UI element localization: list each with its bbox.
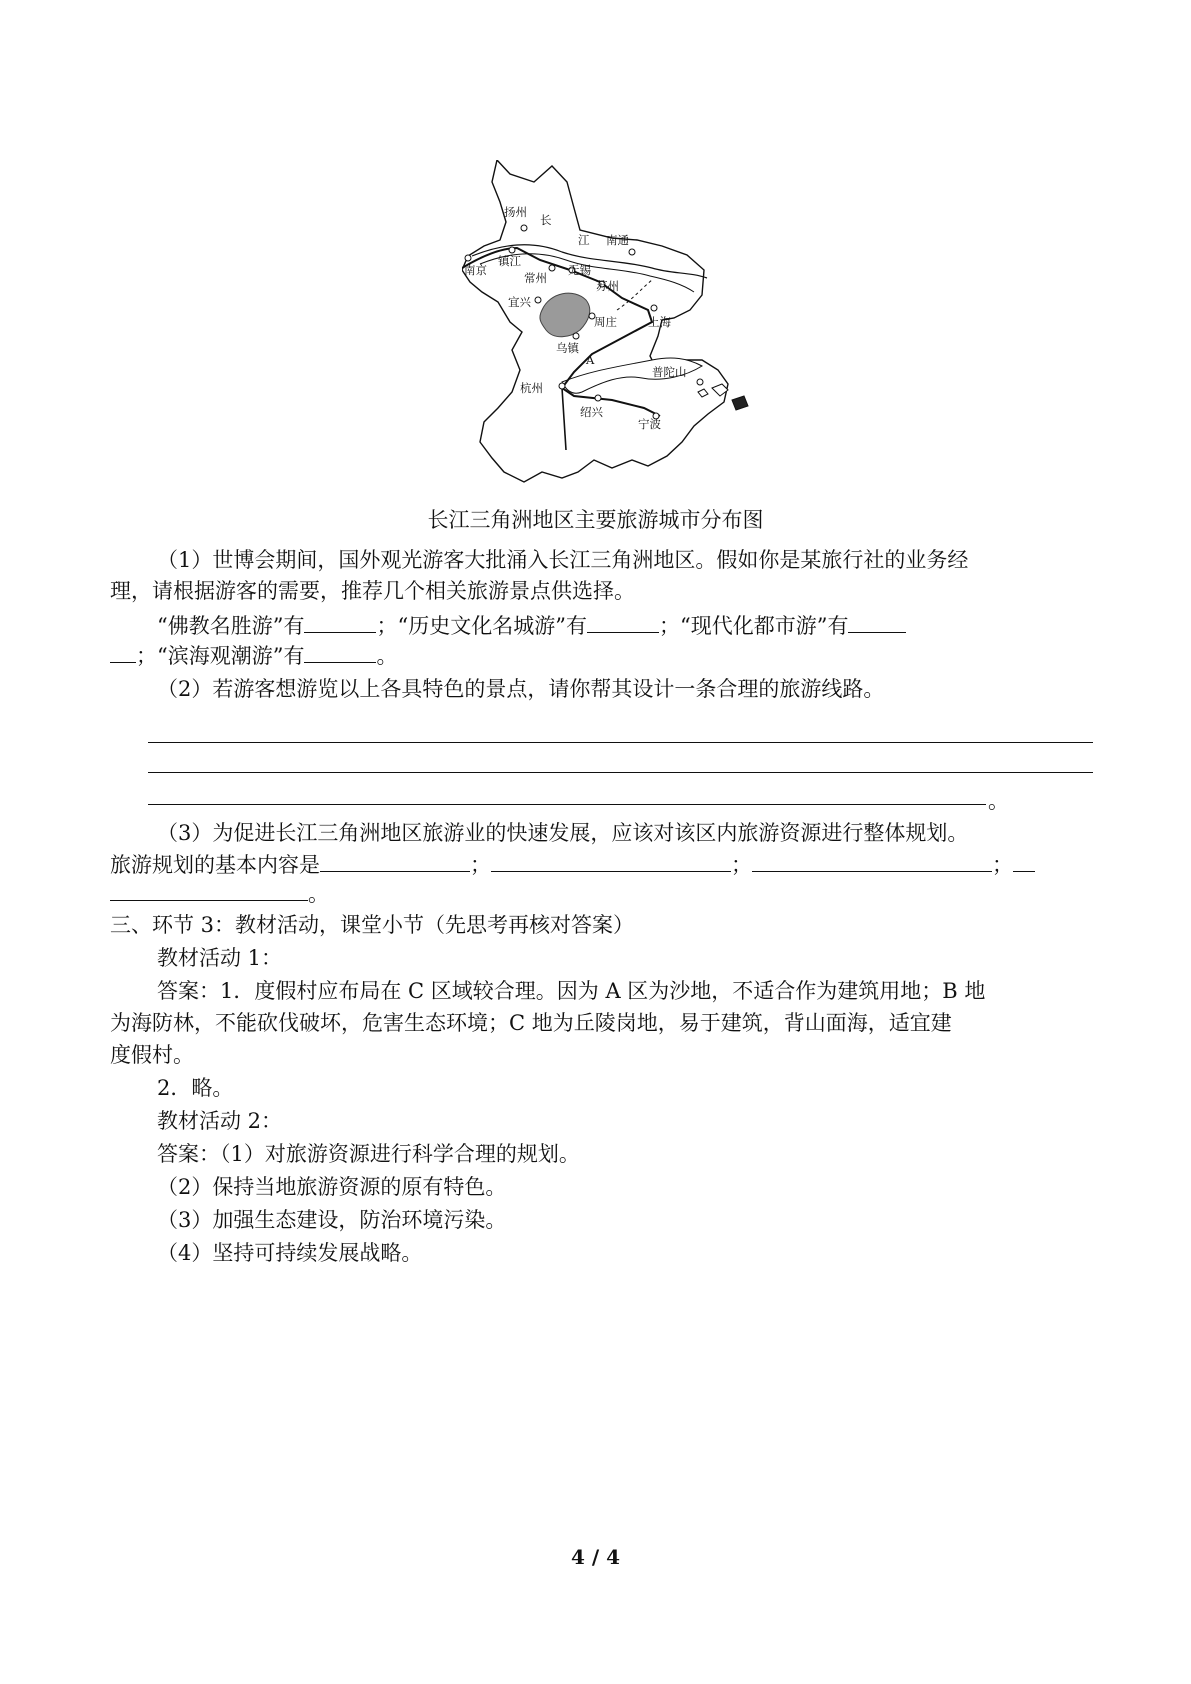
yangtze-delta-map-svg (462, 160, 782, 490)
q3-line-2 (110, 849, 1090, 880)
fill-label-buddhist: “佛教名胜游”有 (157, 614, 305, 638)
city-dot-putuoshan (697, 379, 703, 385)
activity2-answer-2: （2）保持当地旅游资源的原有特色。 (157, 1175, 507, 1199)
blank-buddhist[interactable] (304, 610, 376, 633)
q3-line-3 (110, 878, 1090, 909)
label-changzhou: 常州 (524, 271, 547, 285)
blank-modern-part2[interactable] (110, 640, 136, 663)
q1-line-2-text: 理，请根据游客的需要，推荐几个相关旅游景点供选择。 (110, 579, 635, 603)
fill-label-history: ；“历史文化名城游”有 (376, 614, 587, 638)
island-2 (732, 396, 748, 410)
city-dot-hangzhou (559, 383, 565, 389)
label-zhenjiang: 镇江 (498, 254, 521, 268)
label-chang: 长 (540, 213, 552, 227)
city-dot-shaoxing (595, 395, 601, 401)
section3-heading: 三、环节 3：教材活动，课堂小节（先思考再核对答案） (110, 913, 635, 937)
label-suzhou: 苏州 (596, 279, 619, 293)
q1-line-2 (110, 576, 1090, 606)
q1-line-1: （1）世博会期间，国外观光游客大批涌入长江三角洲地区。假如你是某旅行社的业务经 (157, 548, 969, 572)
city-dot-yixing (535, 297, 541, 303)
activity2-answer-1: 答案：（1）对旅游资源进行科学合理的规划。 (157, 1142, 580, 1166)
label-zhouzhuang: 周庄 (594, 315, 617, 329)
q3-end-mark: 。 (308, 882, 329, 906)
q3-line-1: （3）为促进长江三角洲地区旅游业的快速发展，应该对该区内旅游资源进行整体规划。 (157, 821, 969, 845)
label-nanjing: 南京 (464, 263, 487, 277)
activity1-item-2: 2．略。 (157, 1076, 234, 1100)
blank-plan-1[interactable] (320, 849, 470, 872)
activity2-answer-4: （4）坚持可持续发展战略。 (157, 1241, 423, 1265)
label-ningbo: 宁波 (638, 417, 661, 431)
label-wuxi: 无锡 (568, 263, 591, 277)
fill-label-modern: ；“现代化都市游”有 (658, 614, 849, 638)
q2-text: （2）若游客想游览以上各具特色的景点，请你帮其设计一条合理的旅游线路。 (157, 677, 885, 701)
q3-sep-3: ； (992, 853, 1013, 877)
blank-modern-part1[interactable] (848, 610, 906, 633)
label-yixing: 宜兴 (508, 295, 531, 309)
label-shaoxing: 绍兴 (580, 405, 603, 419)
label-wuzhen: 乌镇 (556, 341, 579, 355)
city-dot-nantong (629, 249, 635, 255)
city-dot-wuzhen (573, 333, 579, 339)
q3-sep-2: ； (731, 853, 752, 877)
activity1-answer-line-1: 答案：1．度假村应布局在 C 区域较合理。因为 A 区为沙地，不适合作为建筑用地；B 地 (157, 979, 986, 1003)
q1-end-mark: 。 (376, 644, 398, 668)
q2-end-mark: 。 (988, 789, 1009, 813)
label-shanghai: 上海 (648, 315, 671, 329)
activity1-answer-line-2: 为海防林，不能砍伐破坏，危害生态环境；C 地为丘陵岗地，易于建筑，背山面海，适宜建 (110, 1011, 952, 1035)
q1-fill-line (110, 610, 1137, 641)
blank-plan-4-part2[interactable] (110, 878, 308, 901)
fill-label-coast: ；“滨海观潮游”有 (136, 644, 305, 668)
city-dot-changzhou (549, 265, 555, 271)
label-jiang: 江 (578, 233, 590, 247)
q3-sep-1: ； (470, 853, 491, 877)
activity2-answer-3: （3）加强生态建设，防治环境污染。 (157, 1208, 507, 1232)
q2-answer-line-3[interactable] (148, 804, 986, 805)
activity1-title: 教材活动 1： (157, 946, 283, 970)
q2-answer-line-1[interactable] (148, 742, 1093, 743)
city-dot-yangzhou (521, 225, 527, 231)
city-dot-nanjing (465, 255, 471, 261)
city-dot-zhenjiang (509, 247, 515, 253)
q2-answer-line-2[interactable] (148, 772, 1093, 773)
label-putuoshan: 普陀山 (652, 365, 687, 379)
blank-plan-2[interactable] (491, 849, 731, 872)
blank-coast[interactable] (304, 640, 376, 663)
label-nantong: 南通 (606, 233, 629, 247)
page-number: 4 / 4 (570, 1545, 621, 1569)
tourism-city-map (462, 160, 782, 490)
label-a-mark: A (586, 353, 595, 367)
label-hangzhou: 杭州 (520, 381, 543, 395)
label-yangzhou: 扬州 (504, 205, 527, 219)
q1-fill-line-2 (110, 640, 1090, 671)
city-dot-shanghai (651, 305, 657, 311)
figure-caption: 长江三角洲地区主要旅游城市分布图 (427, 508, 764, 532)
blank-plan-3[interactable] (752, 849, 992, 872)
activity1-answer-line-3: 度假村。 (110, 1043, 194, 1067)
blank-history[interactable] (587, 610, 659, 633)
activity2-title: 教材活动 2： (157, 1109, 283, 1133)
blank-plan-4-part1[interactable] (1013, 849, 1035, 872)
q3-prefix: 旅游规划的基本内容是 (110, 853, 320, 877)
